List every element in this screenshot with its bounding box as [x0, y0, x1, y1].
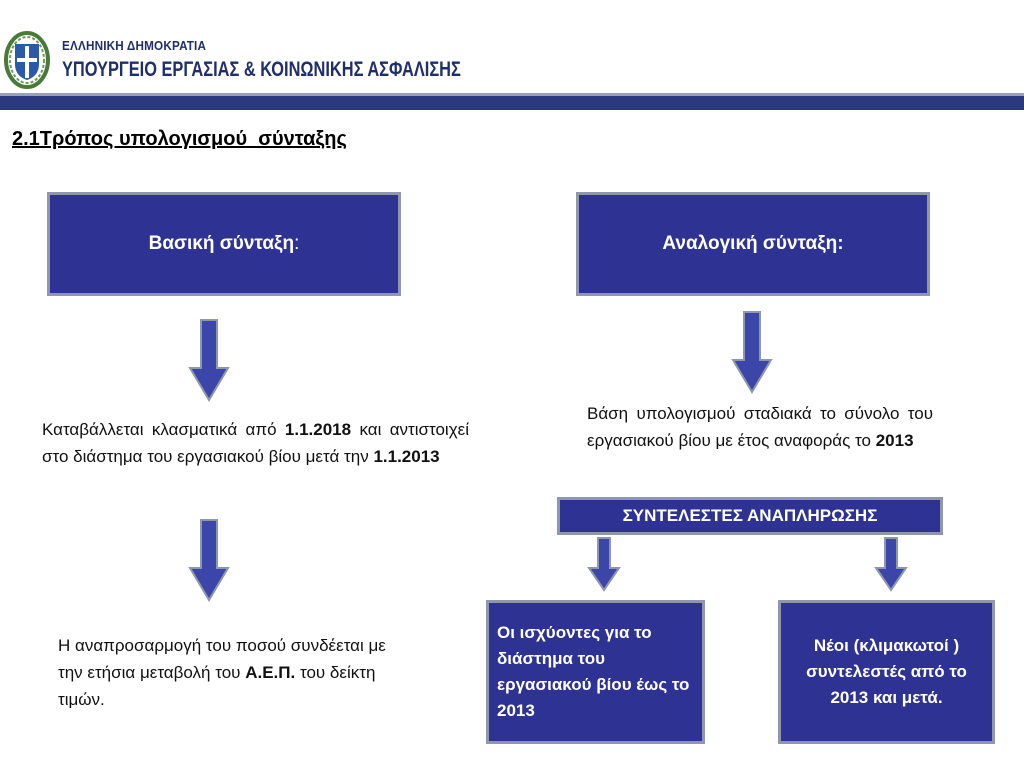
- replacement-rates-band: ΣΥΝΤΕΛΕΣΤΕΣ ΑΝΑΠΛΗΡΩΣΗΣ: [557, 497, 943, 535]
- section-title: 2.1Τρόπος υπολογισμού σύνταξης: [12, 128, 347, 150]
- org-name-line1: ΕΛΛΗΝΙΚΗ ΔΗΜΟΚΡΑΤΙΑ: [62, 38, 207, 53]
- arrow-down-icon: [731, 310, 773, 394]
- text-segment: Βάση υπολογισμού σταδιακά το σύνολο του εργασιακού βίου με έτος αναφοράς το: [587, 404, 933, 450]
- org-name-line2: ΥΠΟΥΡΓΕΙΟ ΕΡΓΑΣΙΑΣ & ΚΟΙΝΩΝΙΚΗΣ ΑΣΦΑΛΙΣΗΣ: [62, 58, 461, 81]
- arrow-down-icon: [188, 518, 230, 602]
- year-emphasis: 2013: [875, 431, 914, 450]
- header: [0, 0, 1024, 96]
- basic-pension-box: [47, 192, 401, 296]
- text-segment: Η αναπροσαρμογή του ποσού συνδέεται με την ετήσια μεταβολή του: [58, 636, 386, 682]
- proportional-pension-box: [576, 192, 930, 296]
- new-rates-box: [778, 600, 995, 744]
- arrow-down-icon: [587, 536, 621, 592]
- gdp-emphasis: Α.Ε.Π.: [245, 663, 296, 682]
- basic-pension-label: Βασική σύνταξη: [148, 233, 295, 254]
- date-emphasis: 1.1.2013: [373, 447, 440, 466]
- text-segment: του δείκτη τιμών.: [58, 663, 376, 709]
- arrow-down-icon: [188, 318, 230, 402]
- new-rates-label: Νέοι (κλιμακωτοί ) συντελεστές από το 2013 και μετά.: [806, 636, 967, 707]
- greek-coat-of-arms-icon: [4, 30, 50, 90]
- date-emphasis: 1.1.2018: [284, 420, 352, 439]
- arrow-down-icon: [874, 536, 908, 592]
- basic-pension-description: [42, 416, 469, 470]
- basic-pension-adjustment-text: [58, 632, 388, 713]
- current-rates-label: Οι ισχύοντες για το διάστημα του εργασιακού βίου έως το 2013: [497, 623, 690, 720]
- text-segment: Καταβάλλεται κλασματικά από: [42, 420, 285, 439]
- proportional-pension-description: [587, 400, 933, 454]
- header-divider-bar: [0, 96, 1024, 110]
- basic-pension-colon: :: [294, 233, 300, 254]
- proportional-pension-label: Αναλογική σύνταξη:: [662, 233, 844, 254]
- text-segment: και αντιστοιχεί στο διάστημα του εργασιακού βίου μετά την: [42, 420, 469, 466]
- current-rates-box: [486, 600, 705, 744]
